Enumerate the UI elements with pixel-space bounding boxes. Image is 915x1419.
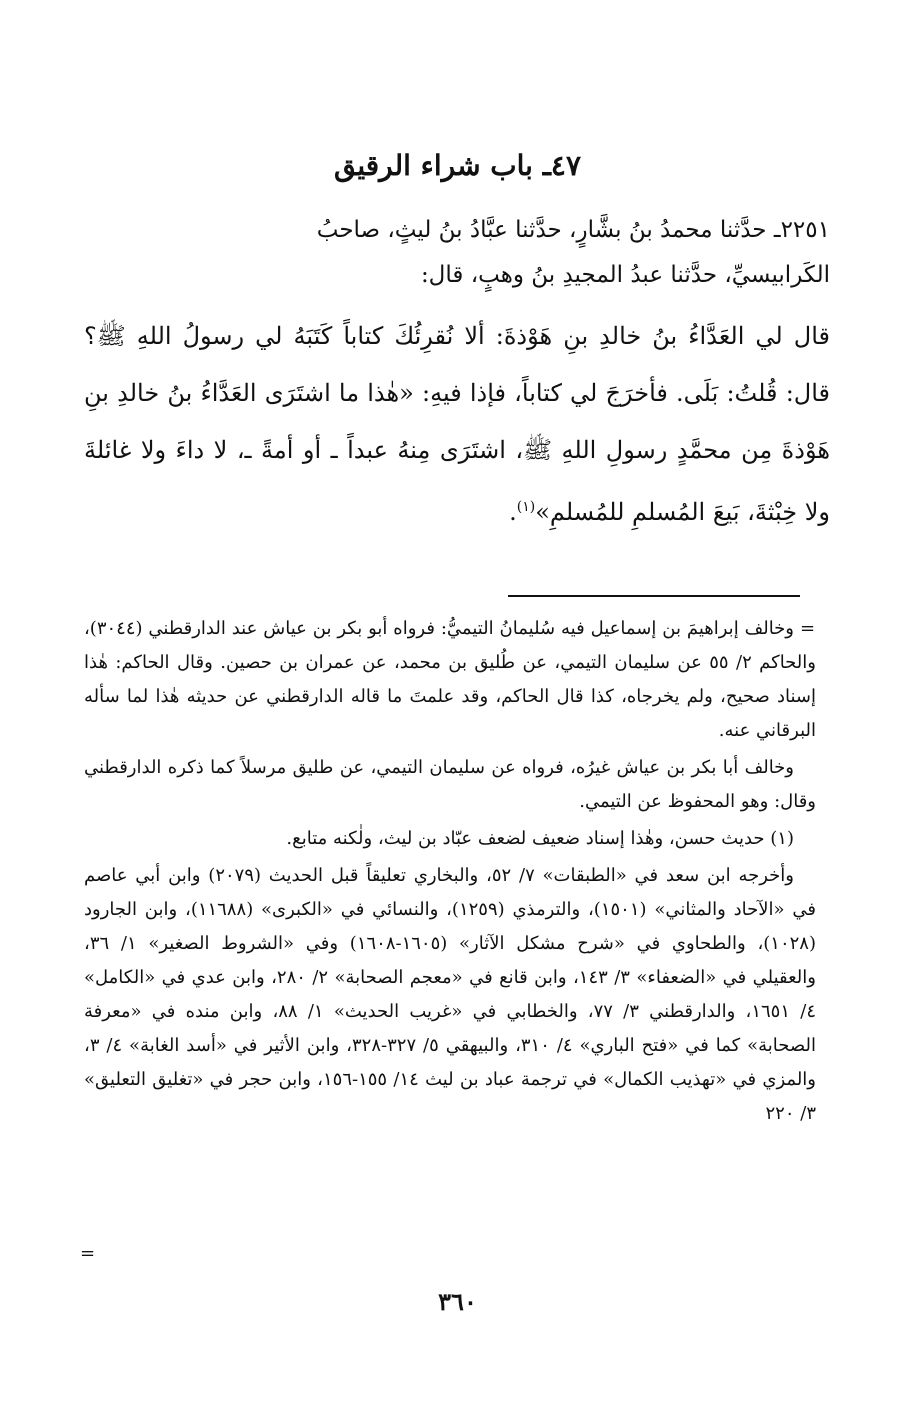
continuation-mark-end: = bbox=[80, 1243, 96, 1264]
hadith-matn bbox=[84, 308, 830, 541]
footnote-paragraph: وخالف أبا بكر بن عياش غيرُه، فرواه عن سليمان التيمي، عن طليق مرسلاً كما ذكره الدارقطني وقال: وهو المحفوظ عن التيمي. bbox=[84, 757, 816, 812]
page-number: ٣٦٠ bbox=[438, 1287, 477, 1316]
footnotes-section bbox=[84, 612, 816, 1134]
isnad-line-2: الكَرابيسيِّ، حدَّثنا عبدُ المجيدِ بنُ وهبٍ، قال: bbox=[420, 262, 830, 288]
chapter-title: ٤٧ـ باب شراء الرقيق bbox=[333, 149, 581, 182]
continuation-mark-start: = bbox=[800, 618, 816, 639]
hadith-isnad bbox=[88, 208, 830, 298]
footnote-separator bbox=[508, 595, 800, 597]
matn-end-mark: . bbox=[509, 498, 517, 526]
isnad-line-1: ٢٢٥١ـ حدَّثنا محمدُ بنُ بشَّارٍ، حدَّثنا عبَّادُ بنُ ليثٍ، صاحبُ bbox=[316, 217, 830, 243]
footnote-paragraph: وأخرجه ابن سعد في «الطبقات» ٧/ ٥٢، والبخاري تعليقاً قبل الحديث (٢٠٧٩) وابن أبي عاصم في «الآحاد والمثاني» (١٥٠١)، والترمذي (١٢٥٩)، والنسائي في «الكبرى» (١١٦٨٨)، وابن الجارود (١٠٢٨)، والطحاوي في «شرح مشكل الآثار» (١٦٠٥-١٦٠٨) وفي «الشروط الصغير» ١/ ٣٦، والعقيلي في «الضعفاء» ٣/ ١٤٣، وابن قانع في «معجم الصحابة» ٢/ ٢٨٠، وابن عدي في «الكامل» ٤/ ١٦٥١، والدارقطني ٣/ ٧٧، والخطابي في «غريب الحديث» ١/ ٨٨، وابن منده في «معرفة الصحابة» كما في «فتح الباري» ٤/ ٣١٠، والبيهقي ٥/ ٣٢٧-٣٢٨، وابن الأثير في «أسد الغابة» ٤/ ٣، والمزي في «تهذيب الكمال» في ترجمة عباد بن ليث ١٤/ ١٥٥-١٥٦، وابن حجر في «تغليق التعليق» ٣/ ٢٢٠ bbox=[84, 865, 817, 1124]
footnote-reference: (١) bbox=[516, 499, 536, 515]
matn-text: قال لي العَدَّاءُ بنُ خالدِ بنِ هَوْذةَ: ألا نُقرِئُكَ كتاباً كَتَبَهُ لي رسولُ اللهِ ﷺ؟ قال: قُلتُ: بَلَى. فأخرَجَ لي كتاباً، فإذا فيهِ: «هٰذا ما اشتَرَى العَدَّاءُ بنُ خالدِ بنِ هَوْذةَ مِن محمَّدٍ رسولِ اللهِ ﷺ، اشتَرَى مِنهُ عبداً ـ أو أمةً ـ، لا داءَ ولا غائلةَ ولا خِبْثةَ، بَيعَ المُسلمِ للمُسلمِ» bbox=[84, 322, 830, 526]
footnote-1: (١) حديث حسن، وهٰذا إسناد ضعيف لضعف عبّاد بن ليث، ولٰكنه متابع. bbox=[286, 828, 794, 849]
footnote-paragraph: وخالف إبراهيمَ بن إسماعيل فيه سُليمانُ التيميُّ: فرواه أبو بكر بن عياش عند الدارقطني (٣٠٤٤)، والحاكم ٢/ ٥٥ عن سليمان التيمي، عن طُليق بن محمد، عن عمران بن حصين. وقال الحاكم: هٰذا إسناد صحيح، ولم يخرجاه، كذا قال الحاكم، وقد علمتَ ما قاله الدارقطني عن حديثه هٰذا لما سأله البرقاني عنه. bbox=[84, 618, 816, 741]
